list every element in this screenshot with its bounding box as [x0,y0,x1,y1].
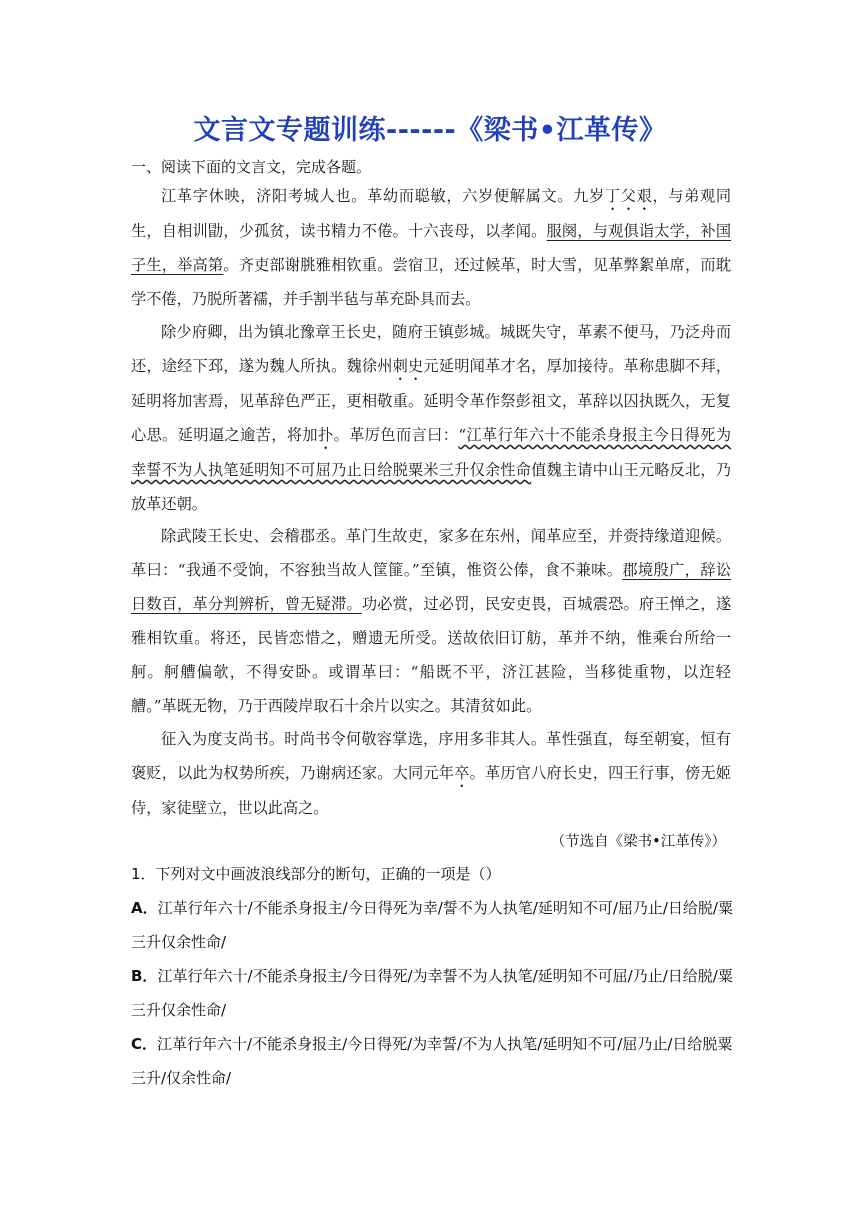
text-run: 。革厉色而言曰： [333,426,459,444]
dotted-word: 卒 [454,764,470,782]
section-heading: 一、阅读下面的文言文，完成各题。 [131,158,372,176]
text-run: 。齐吏部谢朓雅相钦重。尝宿卫，还过候革，时大雪，见革弊絮单席，而耽学不倦，乃脱所著襦，并手割半毡与革充卧具而去。 [131,256,732,308]
dotted-word: 扑 [318,426,334,444]
text-run: 值魏主请中山王元略反北，乃放革还朝。 [131,461,732,513]
text-run: ，与弟观同生，自相训勖，少孤贫，读书精力不倦。十六丧母，以孝闻。 [131,187,732,240]
text-run: 除武陵王长史、会稽郡丞。革门生故吏，家多在东州，闻革应至，并赍持缘道迎候。革曰：“我通不受饷，不容独当故人筐篚。”至镇，惟资公俸，食不兼味。 [131,527,731,579]
dotted-word: 父 [620,187,637,205]
option-letter: C． [131,1035,158,1053]
option-text: 江革行年六十/不能杀身报主/今日得死/为幸誓不为人执笔/延明知不可屈/乃止/日给脱/粟三升仅余性命/ [131,967,733,1019]
question-stem: 1．下列对文中画波浪线部分的断句，正确的一项是（） [131,865,501,883]
underlined-sentence: 郡境殷广，辞讼日数百，革分判辨析，曾无疑滞。 [131,561,732,613]
text-run: 功必赏，过必罚，民安吏畏，百城震恐。府王惮之，遂雅相钦重。将还，民皆恋惜之，赠遗无所受。送故依旧订舫，革并不纳，惟乘台所给一舸。舸艚偏欹，不得安卧。或谓革曰：“船既不平，济江甚险，当移徙重物，以迮轻艚。”革既无物，乃于西陵岸取石十余片以实之。其清贫如此。 [131,595,732,715]
text-run: 江革字休映，济阳考城人也。革幼而聪敏，六岁便解属文。九岁 [161,187,605,205]
option-letter: A． [131,899,158,917]
dotted-word: 艰 [636,187,653,205]
text-run: 除少府卿，出为镇北豫章王长史，随府王镇彭城。城既失守，革素不便马，乃泛舟而还，途经下邳，遂为魏人所执。魏徐州 [131,323,731,375]
dotted-word: 刺史 [392,357,424,375]
source-citation: （节选自《梁书•江革传》） [550,834,726,850]
option-text: 江革行年六十/不能杀身报主/今日得死/为幸誓/不为人执笔/延明知不可/屈乃止/日给脱粟三升/仅余性命/ [131,1035,733,1087]
passage-paragraph-2 [131,315,731,521]
passage-paragraph-3 [131,519,731,723]
text-run: 征入为度支尚书。时尚书令何敬容掌选，序用多非其人。革性强直，每至朝宴，恒有褒贬，以此为权势所疾，乃谢病还家。大同元年 [131,730,731,782]
answer-option-b [131,959,737,1027]
passage-paragraph-4 [131,722,731,825]
text-run: 。革历官八府长史，四王行事，傍无姬侍，家徒壁立，世以此高之。 [131,764,732,817]
option-text: 江革行年六十/不能杀身报主/今日得死为幸/誓不为人执笔/延明知不可/屈乃止/日给脱/粟三升仅余性命/ [131,899,733,951]
answer-option-a [131,891,737,959]
underlined-sentence: 服阕，与观俱诣太学，补国子生，举高第 [131,222,732,274]
answer-option-c [131,1027,737,1095]
dotted-word: 丁 [604,187,621,205]
document-title: 文言文专题训练------《梁书•江革传》 [193,115,667,146]
passage-paragraph-1 [131,179,731,316]
wavy-underlined-passage: “江革行年六十不能杀身报主今日得死为幸誓不为人执笔延明知不可屈乃止日给脱粟米三升仅余性命 [131,426,732,479]
text-run: 元延明闻革才名，厚加接待。革称患脚不拜，延明将加害焉，见革辞色严正，更相敬重。延明令革作祭彭祖文，革辞以囚执既久，无复心思。延明逼之逾苦，将加 [131,357,732,444]
option-letter: B． [131,967,158,985]
